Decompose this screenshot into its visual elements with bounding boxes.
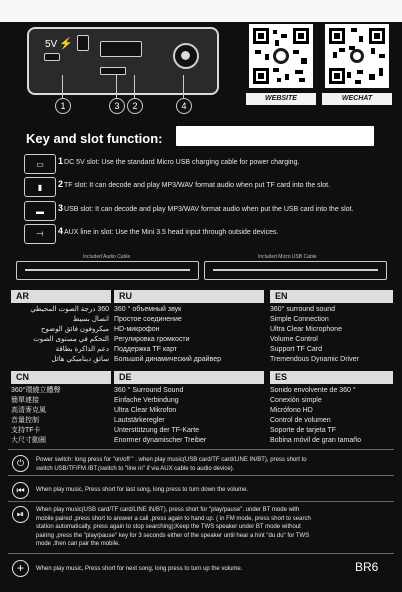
separator <box>8 501 394 502</box>
separator <box>8 449 394 450</box>
instruction-power: Power switch: long press for "on/off " . when play music(USB card/TF card/LINE IN/BT), press short to switch USB/TF/FM /BT.(switch to "line in" if via AUX cable to audio device). <box>36 457 307 472</box>
plus-icon: + <box>12 560 29 577</box>
aux-plug-icon: ⟞ <box>24 224 56 244</box>
label-5v: 5V <box>45 39 58 50</box>
instruction-play-pause: When play music(USB card/TF card/LINE IN/BT), press short for "play/pause". under BT mode with mobile paired ,press short to answer a call ,press again to hand up. ( in FM mode, press short to search station automatically, press again to stop searching);Keep the TWS speaker under BT mode without pairing ,press the "play/pause" key for 3 seconds either of the speaker until hear a hint "du du" for TWS mode ,then can pair the mobile. <box>36 507 311 547</box>
callout-line-2 <box>134 75 135 99</box>
function-number: 4 <box>58 226 64 236</box>
callout-1: 1 <box>55 98 71 114</box>
device-port-panel <box>27 27 219 95</box>
lang-code-en: EN <box>270 290 393 303</box>
previous-icon: ⏮ <box>12 482 29 499</box>
qr-label-website: WEBSITE <box>246 93 316 105</box>
qr-code-website <box>249 24 313 88</box>
lang-block-ar: 360 درجة الصوت المحيطي اتصال بسيط ميكروفون فائق الوضوح التحكم في مستوى الصوت دعم الذاكرة بطاقة سائق ديناميكي هائل <box>30 306 109 363</box>
function-number: 3 <box>58 203 64 213</box>
function-text: DC 5V slot: Use the standard Micro USB charging cable for power charging. <box>64 159 300 166</box>
callout-2: 2 <box>127 98 143 114</box>
usb-tf-port-icon <box>77 35 89 51</box>
lang-code-ar: AR <box>11 290 111 303</box>
lang-code-de: DE <box>114 371 264 384</box>
function-row-4 <box>24 224 376 242</box>
top-band <box>0 0 402 22</box>
callout-line-3 <box>116 75 117 99</box>
usb-cable-image <box>204 261 387 280</box>
callout-line-4 <box>183 75 184 99</box>
micro-usb-icon: ▭ <box>24 154 56 174</box>
tf-card-slot <box>100 67 126 75</box>
usb-port <box>100 41 142 57</box>
lang-block-de: 360 ° Surround Sound Einfache Verbindung Ultra Clear Mikrofon Lautstärkeregler Unterstützung der TF-Karte Enormer dynamischer Treiber <box>114 387 207 444</box>
lightning-icon: ⚡ <box>59 38 73 50</box>
separator <box>8 475 394 476</box>
separator <box>8 553 394 554</box>
aux-jack-hole <box>181 51 190 60</box>
power-icon: ⏻ <box>12 455 29 472</box>
function-row-2 <box>24 177 376 195</box>
audio-cable-image <box>16 261 199 280</box>
usb-cable-label: Included Micro USB Cable <box>258 254 317 260</box>
heading-blank-box <box>176 126 374 146</box>
lang-code-es: ES <box>270 371 393 384</box>
qr-label-wechat: WECHAT <box>322 93 392 105</box>
lang-block-es: Sonido envolvente de 360 ° Conexión simple Micrófono HD Control de volumen Soporte de tarjeta TF Bobina móvil de gran tamaño <box>270 387 362 444</box>
instruction-next: When play music, Press short for next song, long press to turn up the volume. <box>36 566 243 572</box>
function-text: USB slot: It can decode and play MP3/WAV format audio when put the USB card into the slot. <box>64 206 354 213</box>
instruction-previous: When play music, Press short for last song, long press to turn down the volume. <box>36 487 249 493</box>
lang-code-cn: CN <box>11 371 111 384</box>
qr-code-wechat <box>325 24 389 88</box>
usb-icon: ▬ <box>24 201 56 221</box>
lang-code-ru: RU <box>114 290 264 303</box>
model-name: BR6 <box>355 560 379 574</box>
tf-card-icon: ▮ <box>24 177 56 197</box>
functions-title: Key and slot function: <box>26 131 163 146</box>
micro-usb-port <box>44 53 60 61</box>
callout-3: 3 <box>109 98 125 114</box>
function-number: 2 <box>58 179 64 189</box>
function-text: TF slot: It can decode and play MP3/WAV format audio when put TF card into the slot. <box>64 182 331 189</box>
function-text: AUX line in slot: Use the Mini 3.5 head input through outside devices. <box>64 229 279 236</box>
lang-block-cn: 360°環繞立體聲 簡單連接 高清麥克風 音量控制 支持TF卡 大尺寸動圈 <box>11 387 61 444</box>
function-row-1 <box>24 154 376 172</box>
lang-block-en: 360° surround sound Simple Connection Ultra Clear Microphone Volume Control Support TF Card Tremendous Dynamic Driver <box>270 306 359 363</box>
play-pause-icon: ⏯ <box>12 506 29 523</box>
function-number: 1 <box>58 156 64 166</box>
function-row-3 <box>24 201 376 219</box>
audio-cable-label: Included Audio Cable <box>83 254 131 260</box>
callout-line-1 <box>62 75 63 99</box>
callout-4: 4 <box>176 98 192 114</box>
lang-block-ru: 360 ° объемный звук Простое соединение HD-микрофон Регулировка громкости Поддержка TF карт Большой динамический драйвер <box>114 306 221 363</box>
